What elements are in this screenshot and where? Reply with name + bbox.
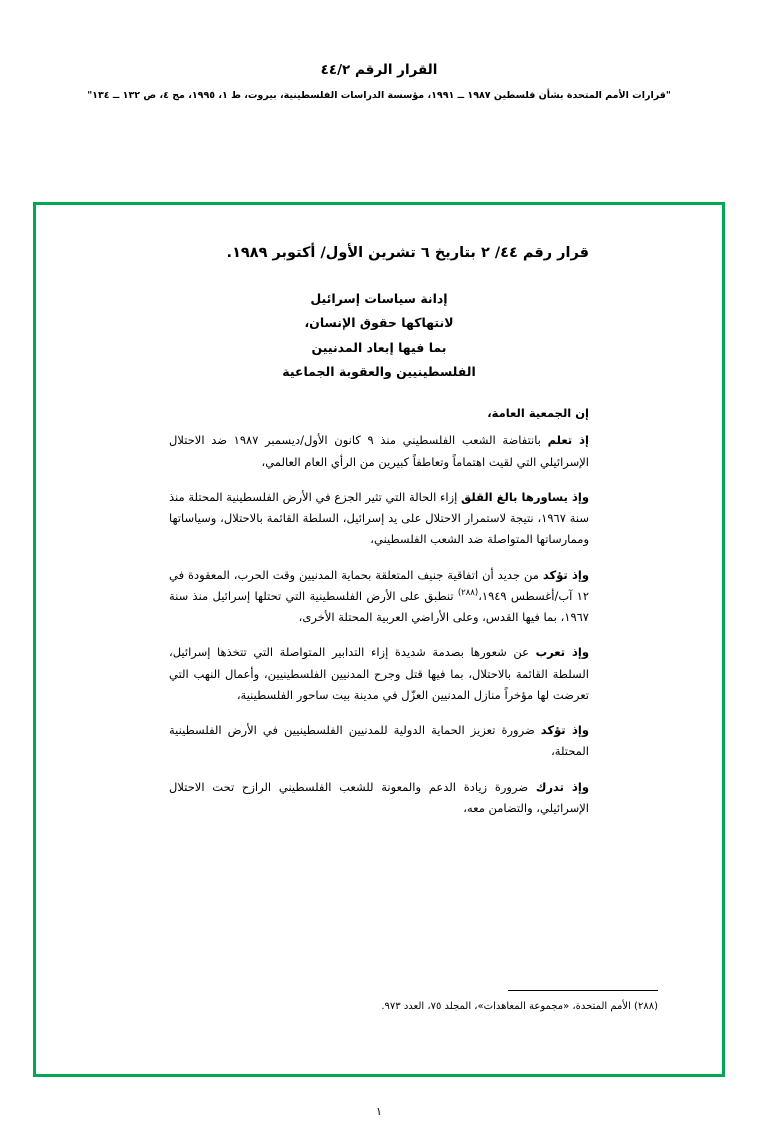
source-citation: "قرارات الأمم المتحدة بشأن فلسطين ١٩٨٧ ــ ١٩٩١، مؤسسة الدراسات الفلسطينية، بيروت، ط ١، ١٩٩٥، مج ٤، ص ١٣٢ ــ ١٣٤" bbox=[87, 90, 671, 101]
subject-line-1: إدانة سياسات إسرائيل bbox=[310, 290, 448, 306]
preamble-paragraph-2 bbox=[169, 487, 589, 551]
paragraph-text-1: بانتفاضة الشعب الفلسطيني منذ ٩ كانون الأول/ديسمبر ١٩٨٧ ضد الاحتلال الإسرائيلي التي لقيت اهتماماً وتعاطفاً كبيرين من الرأي العام العالمي، bbox=[169, 433, 589, 469]
paragraph-text-5: ضرورة تعزيز الحماية الدولية للمدنيين الفلسطينيين في الأرض الفلسطينية المحتلة، bbox=[169, 723, 589, 759]
page-number: ١ bbox=[376, 1105, 382, 1118]
footnote-area bbox=[100, 990, 658, 1012]
page-title: القرار الرقم ٤٤/٢ bbox=[320, 62, 438, 78]
subject-line-3: بما فيها إبعاد المدنيين bbox=[311, 339, 447, 355]
content-frame-inner bbox=[36, 205, 722, 1074]
preamble-paragraph-3 bbox=[169, 565, 589, 629]
paragraph-text-6: ضرورة زيادة الدعم والمعونة للشعب الفلسطيني الرازح تحت الاحتلال الإسرائيلي، والتضامن معه، bbox=[169, 779, 589, 815]
paragraph-lead-5: وإذ تؤكد bbox=[540, 723, 590, 738]
paragraph-lead-2: وإذ يساورها بالغ القلق bbox=[461, 489, 589, 504]
preamble-paragraph-6 bbox=[169, 777, 589, 820]
paragraph-text-2: إزاء الحالة التي تثير الجزع في الأرض الفلسطينية المحتلة منذ سنة ١٩٦٧، نتيجة لاستمرار الاحتلال على يد إسرائيل، السلطة القائمة بالاحتلال، وسياساتها وممارساتها المتواصلة ضد الشعب الفلسطيني، bbox=[169, 489, 589, 547]
document-body bbox=[169, 243, 589, 819]
preamble-paragraph-1 bbox=[169, 430, 589, 473]
resolution-line: قرار رقم ٤٤/ ٢ بتاريخ ٦ تشرين الأول/ أكتوبر ١٩٨٩. bbox=[226, 245, 589, 261]
resolution-subject bbox=[169, 287, 589, 385]
paragraph-lead-1: إذ تعلم bbox=[547, 433, 589, 448]
footnote-text: (٢٨٨) الأمم المتحدة، «مجموعة المعاهدات»، المجلد ٧٥، العدد ٩٧٣. bbox=[381, 1001, 658, 1012]
assembly-label: إن الجمعية العامة، bbox=[487, 406, 589, 421]
preamble-paragraph-5 bbox=[169, 720, 589, 763]
paragraph-text-3: من جديد أن اتفاقية جنيف المتعلقة بحماية المدنيين وقت الحرب، المعقودة في ١٢ آب/أغسطس ١٩٤٩، bbox=[169, 567, 589, 603]
content-frame bbox=[33, 202, 725, 1077]
subject-line-2: لانتهاكها حقوق الإنسان، bbox=[304, 315, 454, 331]
document-page bbox=[0, 62, 758, 1140]
paragraph-lead-4: وإذ تعرب bbox=[535, 645, 590, 660]
paragraph-lead-3: وإذ تؤكد bbox=[542, 567, 589, 582]
footnote-divider bbox=[508, 990, 658, 991]
document-header bbox=[0, 62, 758, 101]
paragraph-text-3-after: تنطبق على الأرض الفلسطينية التي تحتلها إسرائيل منذ سنة ١٩٦٧، بما فيها القدس، وعلى الأراضي العربية المحتلة الأخرى، bbox=[169, 588, 589, 625]
footnote-marker-288: (٢٨٨) bbox=[457, 588, 479, 599]
paragraph-text-4: عن شعورها بصدمة شديدة إزاء التدابير المتواصلة التي تتخذها إسرائيل، السلطة القائمة بالاحتلال، بما فيها قتل وجرح المدنيين الفلسطينيين، وأعمال النهب التي تعرضت لها مؤخراً منازل المدنيين العزّل في مدينة بيت ساحور الفلسطينية، bbox=[169, 645, 589, 702]
preamble-paragraph-4 bbox=[169, 642, 589, 706]
subject-line-4: الفلسطينيين والعقوبة الجماعية bbox=[282, 363, 476, 379]
paragraph-lead-6: وإذ تدرك bbox=[535, 779, 589, 794]
